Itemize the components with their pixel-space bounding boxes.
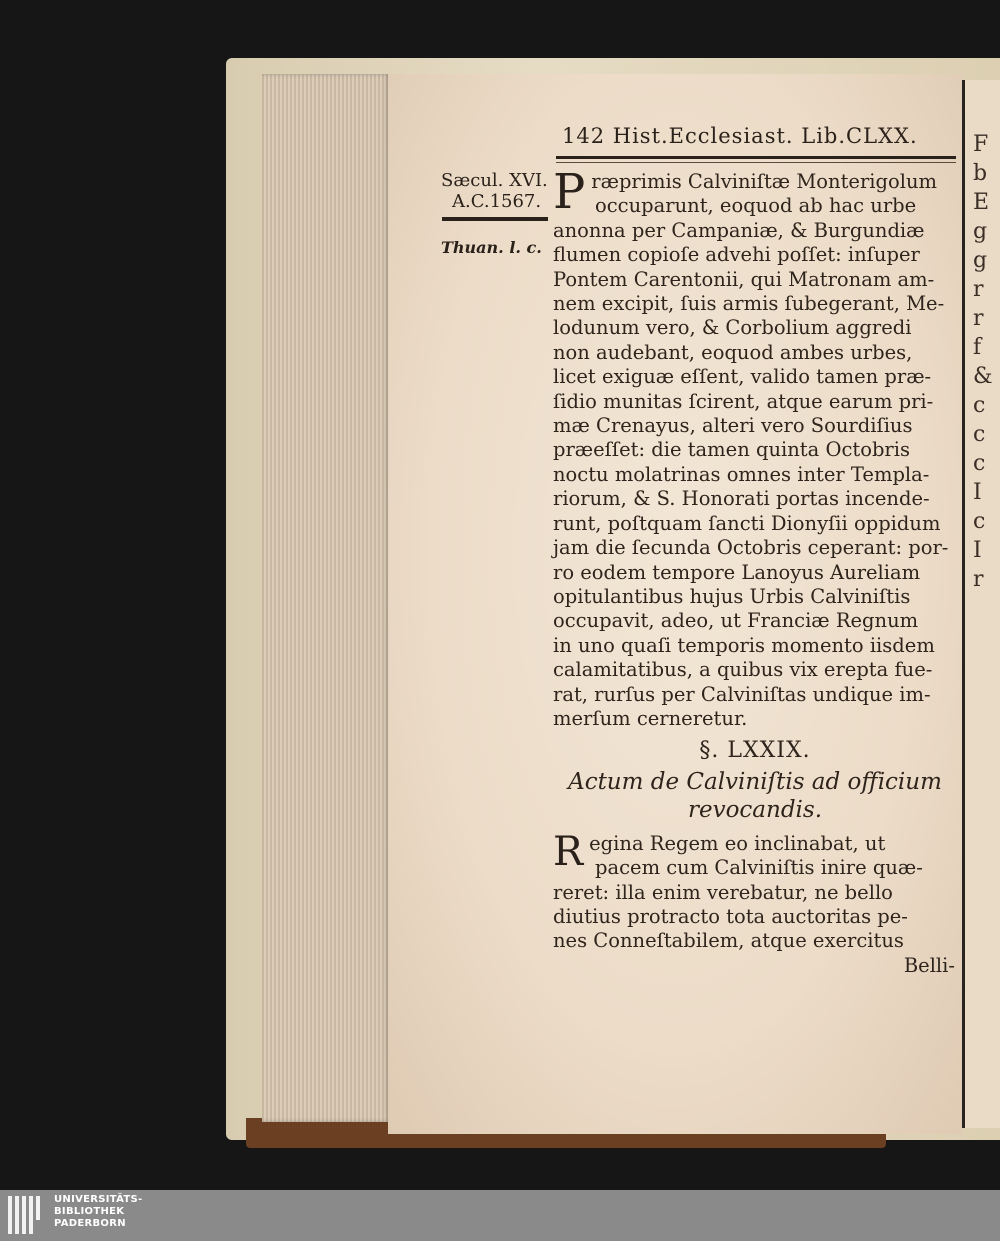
library-footer	[0, 1190, 1000, 1241]
page-body	[553, 164, 957, 978]
facing-page-char: I	[973, 538, 982, 563]
section-title	[553, 768, 957, 824]
catchword: Belli-	[903, 953, 955, 977]
facing-page-char: r	[973, 277, 984, 302]
margin-rule	[442, 217, 548, 221]
facing-page-char: I	[973, 480, 982, 505]
margin-saeculum: Sæcul. XVI.	[441, 170, 548, 191]
facing-page-char: c	[973, 451, 986, 476]
body-line: Pontem Carentonii, qui Matronam am-	[553, 267, 935, 291]
margin-reference: Thuan. l. c.	[441, 238, 542, 257]
running-header: 142 Hist.Ecclesiast. Lib.CLXX.	[562, 124, 918, 148]
body-line: mæ Crenayus, alteri vero Sourdiſius	[553, 414, 913, 438]
body-line: occupavit, adeo, ut Franciæ Regnum	[553, 609, 919, 633]
body-line: præeſſet: die tamen quinta Octobris	[553, 438, 910, 462]
facing-page-char: r	[973, 567, 984, 592]
facing-page-char: b	[973, 161, 988, 186]
library-line-1: UNIVERSITÄTS-	[54, 1194, 143, 1205]
drop-cap-p: P	[553, 164, 586, 220]
facing-page-char: &	[973, 364, 993, 389]
body-line: nes Conneſtabilem, atque exercitus	[553, 929, 904, 953]
section-number: §. LXXIX.	[699, 738, 811, 764]
section-title-line-1: Actum de Calviniſtis ad officium	[568, 768, 942, 795]
body-line: runt, poſtquam ſancti Dionyſii oppidum	[553, 511, 941, 535]
body-line: licet exiguæ eſſent, valido tamen præ-	[553, 365, 932, 389]
body-line: flumen copioſe advehi poſſet: inſuper	[553, 243, 920, 267]
body-line: merſum cerneretur.	[553, 706, 748, 730]
facing-page-char: f	[973, 335, 982, 360]
body-line: calamitatibus, a quibus vix erepta fue-	[553, 658, 933, 682]
facing-page-char: r	[973, 306, 984, 331]
header-rule	[556, 156, 956, 159]
body-line: anonna per Campaniæ, & Burgundiæ	[553, 218, 925, 242]
body-line: ro eodem tempore Lanoyus Aureliam	[553, 560, 921, 584]
body-line: egina Regem eo inclinabat, ut	[589, 831, 886, 855]
library-line-3: PADERBORN	[54, 1218, 126, 1229]
facing-page-char: F	[973, 132, 989, 157]
facing-page-char: c	[973, 422, 986, 447]
paragraph-1	[553, 164, 957, 731]
body-line: nem excipit, ſuis armis ſubegerant, Me-	[553, 292, 945, 316]
facing-page-char: g	[973, 219, 988, 244]
body-line: jam die ſecunda Octobris ceperant: por-	[553, 536, 949, 560]
body-line: ræprimis Calviniſtæ Monterigolum	[591, 170, 938, 193]
body-line: in uno quaſi temporis momento iisdem	[553, 633, 935, 657]
facing-page-char: g	[973, 248, 988, 273]
body-line: riorum, & S. Honorati portas incende-	[553, 487, 930, 511]
body-line: opitulantibus hujus Urbis Calviniſtis	[553, 584, 911, 608]
facing-page-strip	[962, 80, 1000, 1128]
drop-cap-r: R	[553, 828, 584, 875]
body-line: lodunum vero, & Corbolium aggredi	[553, 316, 912, 340]
body-line: occuparunt, eoquod ab hac urbe	[595, 194, 917, 218]
library-line-2: BIBLIOTHEK	[54, 1206, 125, 1217]
library-logo-icon	[8, 1196, 48, 1234]
section-title-line-2: revocandis.	[687, 796, 823, 823]
body-line: reret: illa enim verebatur, ne bello	[553, 880, 893, 904]
facing-page-char: c	[973, 509, 986, 534]
header-rule-thin	[556, 162, 956, 163]
body-line: diutius protracto tota auctoritas pe-	[553, 904, 908, 928]
body-line: ſidio munitas ſcirent, atque earum pri-	[553, 389, 934, 413]
facing-page-char: E	[973, 190, 990, 215]
facing-page-char: c	[973, 393, 986, 418]
paragraph-2	[553, 828, 957, 978]
margin-year: A.C.1567.	[452, 191, 542, 212]
body-line: rat, rurſus per Calviniſtas undique im-	[553, 682, 931, 706]
page-edges	[262, 74, 390, 1122]
body-line: non audebant, eoquod ambes urbes,	[553, 340, 913, 364]
body-line: noctu molatrinas omnes inter Templa-	[553, 462, 930, 486]
body-line: pacem cum Calviniſtis inire quæ-	[595, 856, 923, 880]
facing-page-text	[973, 130, 993, 594]
library-name	[54, 1194, 143, 1230]
